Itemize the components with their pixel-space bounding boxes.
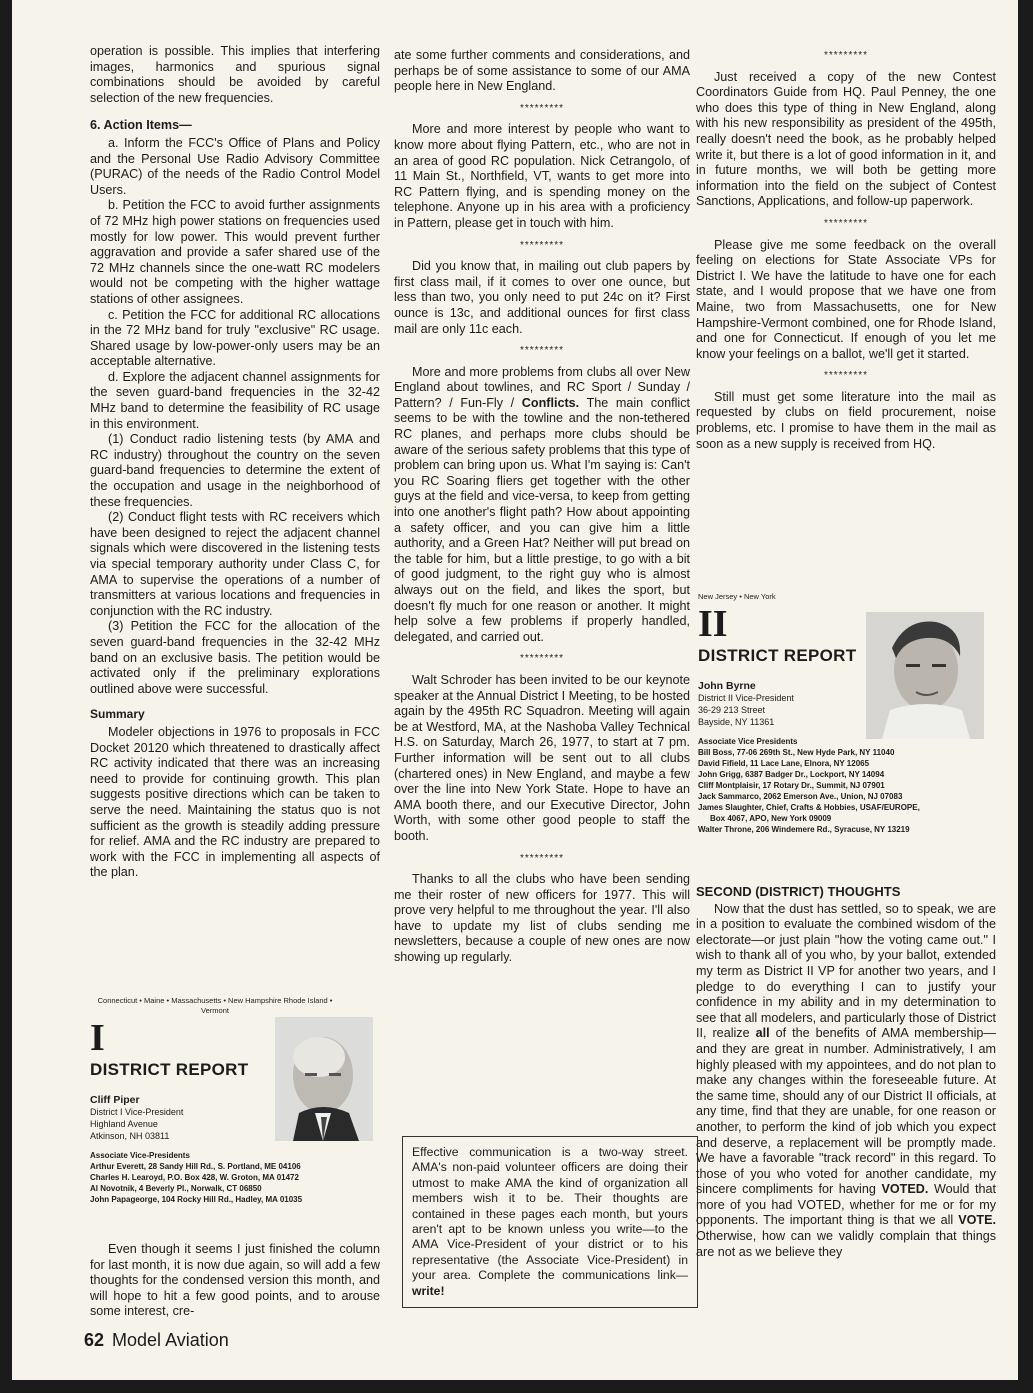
district-2-thoughts xyxy=(696,884,996,1260)
district-2-states: New Jersey • New York xyxy=(698,592,776,601)
summary-heading: Summary xyxy=(90,707,145,722)
district-1-opening xyxy=(90,1242,380,1320)
action-item: (3) Petition the FCC for the allocation of the seven guard-band frequencies in the 32-42 MHz band on an exclusive basis. The petition would be activated only if the preliminary explorations outlined above were successful. xyxy=(90,619,380,696)
separator-stars: ********* xyxy=(519,653,565,665)
magazine-page xyxy=(12,0,1018,1380)
action-item: d. Explore the adjacent channel assignments for the seven guard-band frequencies in the 32-42 MHz band to determine the feasibility of RC usage in this environment. xyxy=(90,369,380,431)
thoughts-text: of the benefits of AMA membership—and they are great in number. Administratively, I am highly pleased with my appointees, and do not plan to make any changes within the foreseeable future. At the same time, should any of our District II officials, at any time, find that they are unable, for one reason or another, to perform the kind of job which you expect and deserve, a replacement will be promptly made. We have a favorable "track record" in this regard. To those of you who voted for another candidate, my sincere compliments for having xyxy=(696,1026,996,1197)
vp-address-line: Atkinson, NH 03811 xyxy=(90,1131,170,1141)
vp-address-line: 36-29 213 Street xyxy=(698,705,766,715)
action-item: (2) Conduct flight tests with RC receivers which have been designed to reject the adjacent channel signals which were discovered in the listening tests via special temporary authority under Class C, for AMA to supervise the operations of a number of transmitters at various locations and frequencies in conjunction with the RC industry. xyxy=(90,510,380,618)
notice-text: Effective communication is a two-way street. AMA's non-paid volunteer officers are doing their utmost to make AMA the kind of organization all members wish it to be. Their thoughts are contained in these pages each month, but yours aren't apt to be known unless you write—to the AMA Vice-President of your district or to his representative (the Associate Vice-President) in your area. Complete the communications link— xyxy=(412,1145,688,1283)
continued-paragraph: ate some further comments and considerations, and perhaps be of some assistance to some of our AMA people here in New England. xyxy=(394,48,690,94)
assoc-heading: Associate Vice Presidents xyxy=(698,737,798,746)
separator-stars: ********* xyxy=(519,102,565,114)
thoughts-emphasis: VOTE. xyxy=(958,1213,996,1228)
thoughts-paragraph xyxy=(696,902,996,1261)
vp-title: District II Vice-President xyxy=(698,693,794,703)
district-1-vp-photo xyxy=(275,1017,373,1141)
separator-stars: ********* xyxy=(823,370,869,382)
page-number: 62 xyxy=(84,1330,105,1350)
assoc-entry: John Grigg, 6387 Badger Dr., Lockport, NY 14094 xyxy=(698,770,885,779)
assoc-entry: Cliff Montplaisir, 17 Rotary Dr., Summit, NJ 07901 xyxy=(698,781,885,790)
thoughts-text: Would that more of you had VOTED, whether for me or for my opponents. The important thing is that we all xyxy=(696,1182,997,1228)
conflicts-text: The main conflict seems to be with the towline and the non-tethered RC planes, and perhaps more clubs should be aware of the serious safety problems that this type of problem can bring upon us. What I'm saying is: Can't you RC Soaring fliers get together with the other guys at the field and vice-versa, to keep from getting into one another's flight path? How about appointing a safety officer, and you can give him a little authority, and a Green Hat? Neither will put bread on the table for him, but a little prestige, to go with a bit of good judgment, to the right guy who is almost always out on the field, and likes the sport, but doesn't fly much for one reason or another. It might help solve a few problems if properly handled, delegated, and carried out. xyxy=(394,395,690,644)
column-2 xyxy=(394,48,690,966)
vp-address-line: Highland Avenue xyxy=(90,1119,158,1129)
action-item: c. Petition the FCC for additional RC allocations in the 72 MHz band for truly "exclusive" RC usage. Shared usage by low-power-only users may be an acceptable alternative. xyxy=(90,307,380,369)
conflicts-text: More and more problems from clubs all over New England about towlines, and RC Sport / Sunday / Pattern? / Fun-Fly / xyxy=(394,364,690,410)
pattern-paragraph: More and more interest by people who want to know more about flying Pattern, etc., who are not in an area of good RC population. Nick Cetrangolo, of 11 Main St., Northfield, VT, wants to get more into RC Pattern flying, and is spending money on the telephone. Anyone up in his area with a proficiency in Pattern, please get in touch with him. xyxy=(394,122,690,230)
district-1-numeral: I xyxy=(90,1017,105,1059)
vp-address-line: Bayside, NY 11361 xyxy=(698,717,775,727)
assoc-entry: Box 4067, APO, New York 09009 xyxy=(710,814,832,823)
assoc-entry: Jack Sammarco, 2062 Emerson Ave., Union, NJ 07083 xyxy=(698,792,903,801)
district-2-numeral: II xyxy=(698,603,728,645)
district-2-title: DISTRICT REPORT xyxy=(698,646,857,665)
assoc-entry: David Fifield, 11 Lace Lane, Elnora, NY 12065 xyxy=(698,759,870,768)
thoughts-emphasis: VOTED. xyxy=(881,1182,929,1197)
vp-title: District I Vice-President xyxy=(90,1107,184,1117)
assoc-entry: Charles H. Learoyd, P.O. Box 428, W. Groton, MA 01472 xyxy=(90,1173,299,1182)
column-1 xyxy=(90,44,380,881)
clubs-thanks-paragraph: Thanks to all the clubs who have been sending me their roster of new officers for 1977. This will prove very helpful to me throughout the year. I'll also have to update my list of clubs sending me newsletters, because a couple of new ones are now showing up regularly. xyxy=(394,872,690,965)
portrait-image xyxy=(275,1017,373,1141)
vp-name: Cliff Piper xyxy=(90,1094,140,1106)
postage-paragraph: Did you know that, in mailing out club papers by first class mail, if it comes to over one ounce, but less than two, you only need to put 24c on it? First ounce is 13c, and additional ounces for first class mail are only 11c each. xyxy=(394,259,690,336)
contest-guide-paragraph: Just received a copy of the new Contest Coordinators Guide from HQ. Paul Penney, the one who does this type of thing in New England, along with his new responsibility as president of the 495th, really doesn't need the book, as he probably helped write it, but there is a lot of good information in it, and in future months, we will both be getting more information into the field on the subject of Contest Sanctions, Applications, and follow-up paperwork. xyxy=(696,69,996,209)
feedback-paragraph: Please give me some feedback on the overall feeling on elections for State Associate VPs for District I. We have the latitude to have one for each state, and I would propose that we have one from Maine, two from Massachusetts, one for New Hampshire-Vermont combined, one for Rhode Island, and one for Connecticut. If enough of you let me know your feelings on a ballot, we'll get it started. xyxy=(696,237,996,361)
district-1-title: DISTRICT REPORT xyxy=(90,1060,249,1079)
opening-paragraph: Even though it seems I just finished the column for last month, it is now due again, so will add a few thoughts for the condensed version this month, and will hope to hit a few good points, and to arouse some interest, cre- xyxy=(90,1242,380,1319)
district-2-associates xyxy=(698,736,998,835)
assoc-entry: James Slaughter, Chief, Crafts & Hobbies, USAF/EUROPE, xyxy=(698,803,920,812)
district-2-vp-photo xyxy=(866,612,984,739)
action-item: (1) Conduct radio listening tests (by AMA and RC industry) throughout the country on the seven guard-band frequencies to determine the extent of the occupation and usage in the neighborhood of these frequencies. xyxy=(90,432,380,509)
assoc-entry: Arthur Everett, 28 Sandy Hill Rd., S. Portland, ME 04106 xyxy=(90,1162,301,1171)
thoughts-emphasis: all xyxy=(755,1026,770,1041)
vp-name: John Byrne xyxy=(698,680,756,692)
separator-stars: ********* xyxy=(823,50,869,61)
separator-stars: ********* xyxy=(519,239,565,251)
district-1-associates xyxy=(90,1150,390,1205)
separator-stars: ********* xyxy=(823,217,869,229)
meeting-paragraph: Walt Schroder has been invited to be our keynote speaker at the Annual District I Meeting, to be hosted again by the 495th RC Squadron. Meeting will again be at Westford, MA, at the Nashoba Valley Technical H.S. on Saturday, March 26, 1977, to start at 7 pm. Further information will be sent out to all clubs (chartered ones) in New England, and maybe a few over the line into New York State. Hope to have an AMA booth there, and our Executive Director, John Worth, with some other good people to staff the booth. xyxy=(394,672,690,843)
assoc-heading: Associate Vice-Presidents xyxy=(90,1151,190,1160)
conflicts-emphasis: Conflicts. xyxy=(521,395,580,410)
assoc-entry: Al Novotnik, 4 Beverly Pl., Norwalk, CT 06850 xyxy=(90,1184,262,1193)
action-items-heading: 6. Action Items— xyxy=(90,118,192,133)
assoc-entry: Bill Boss, 77-06 269th St., New Hyde Park, NY 11040 xyxy=(698,748,895,757)
page-footer xyxy=(84,1330,229,1351)
intro-paragraph: operation is possible. This implies that interfering images, harmonics and spurious signal combinations should be avoided by careful selection of the new frequencies. xyxy=(90,44,380,105)
magazine-name: Model Aviation xyxy=(112,1330,229,1350)
separator-stars: ********* xyxy=(519,852,565,864)
thoughts-heading: SECOND (DISTRICT) THOUGHTS xyxy=(696,884,901,899)
action-item: a. Inform the FCC's Office of Plans and Policy and the Personal Use Radio Advisory Committee (PURAC) of the needs of the Radio Control Model Users. xyxy=(90,135,380,197)
separator-stars: ********* xyxy=(519,345,565,357)
district-1-states: Connecticut • Maine • Massachusetts • New Hampshire Rhode Island • Vermont xyxy=(97,996,333,1015)
assoc-entry: John Papageorge, 104 Rocky Hill Rd., Hadley, MA 01035 xyxy=(90,1195,303,1204)
action-item: b. Petition the FCC to avoid further assignments of 72 MHz high power stations on frequencies used mostly for low power. This would prevent further aggravation and provide a safer shared use of the 72 MHz channels since the one-watt RC modelers would not be competing with the higher wattage stations of other assignees. xyxy=(90,198,380,306)
portrait-image xyxy=(866,612,984,739)
notice-emphasis: write! xyxy=(412,1283,445,1298)
column-3 xyxy=(696,48,996,452)
thoughts-text: Otherwise, how can we validly complain that things are not as we believe they xyxy=(696,1229,996,1259)
conflicts-paragraph xyxy=(394,365,690,646)
literature-paragraph: Still must get some literature into the mail as requested by clubs on field procurement, noise problems, etc. I promise to have them in the mail as soon as a new supply is received from HQ. xyxy=(696,389,996,451)
communication-notice-box xyxy=(402,1136,698,1308)
assoc-entry: Walter Throne, 206 Windemere Rd., Syracuse, NY 13219 xyxy=(698,825,910,834)
summary-paragraph: Modeler objections in 1976 to proposals in FCC Docket 20120 which threatened to drastically affect RC activity indicated that there was an increasing need to provide for continuing growth. This plan suggests positive directions which can be taken to serve the need. Maintaining the status quo is not sufficient as the growth is steadily adding pressure for relief. AMA and the RC industry are prepared to work with the FCC in implementing all aspects of the plan. xyxy=(90,724,380,880)
thoughts-text: Now that the dust has settled, so to speak, we are in a position to evaluate the combined wisdom of the electorate—or just plain "how the voting came out." I wish to thank all of you who, by your ballot, extended my term as District II VP for another two years, and I pledge to do everything I can to justify your confidence in my ability and in my determination to see that all modelers, and particularly those of District II, realize xyxy=(696,901,996,1041)
